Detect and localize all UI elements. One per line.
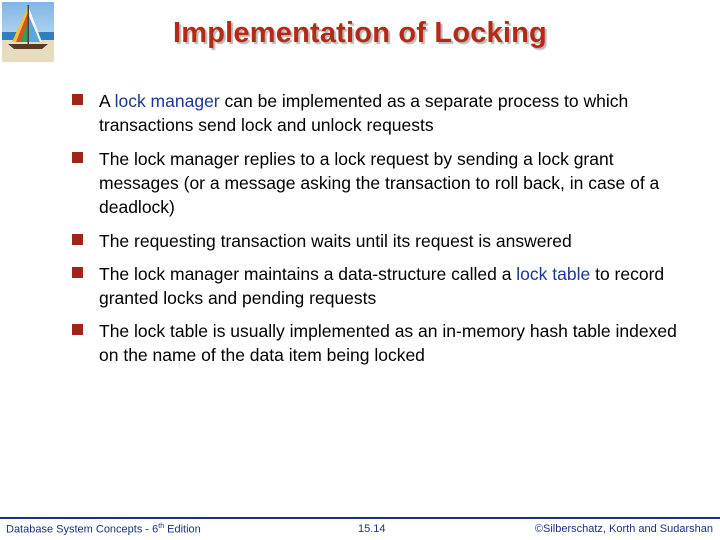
- bullet-text: The requesting transaction waits until its request is answered: [99, 231, 572, 251]
- square-bullet-icon: [72, 94, 83, 105]
- footer-book-title-text: Database System Concepts - 6: [6, 523, 159, 536]
- footer-divider: [0, 517, 720, 519]
- footer-page-number: 15.14: [358, 523, 386, 535]
- bullet-text: can be implemented as a separate process to which transactions send lock and unlock requests: [99, 91, 629, 135]
- bullet-item: [72, 262, 692, 310]
- bullet-highlight-term: lock manager: [114, 91, 220, 111]
- bullet-item: [72, 229, 692, 253]
- footer-edition-superscript: th: [158, 523, 165, 530]
- bullet-list: [72, 89, 692, 367]
- square-bullet-icon: [72, 152, 83, 163]
- bullet-text: The lock table is usually implemented as an in-memory hash table indexed on the name of the data item being locked: [99, 321, 677, 365]
- bullet-item: [72, 319, 692, 367]
- square-bullet-icon: [72, 267, 83, 278]
- footer-copyright: ©Silberschatz, Korth and Sudarshan: [534, 523, 713, 535]
- bullet-text: The lock manager replies to a lock request by sending a lock grant messages (or a message asking the transaction to roll back, in case of a deadlock): [99, 149, 660, 217]
- footer-book-title: [6, 523, 201, 536]
- bullet-item: [72, 89, 692, 137]
- square-bullet-icon: [72, 234, 83, 245]
- bullet-text: to record granted locks and pending requests: [99, 264, 665, 308]
- footer-book-title-suffix: Edition: [164, 523, 201, 536]
- square-bullet-icon: [72, 324, 83, 335]
- bullet-text: A: [99, 91, 115, 111]
- slide-title: Implementation of Locking: [173, 17, 547, 49]
- bullet-text: The lock manager maintains a data-structure called a: [99, 264, 517, 284]
- bullet-highlight-term: lock table: [516, 264, 591, 284]
- bullet-item: [72, 147, 692, 219]
